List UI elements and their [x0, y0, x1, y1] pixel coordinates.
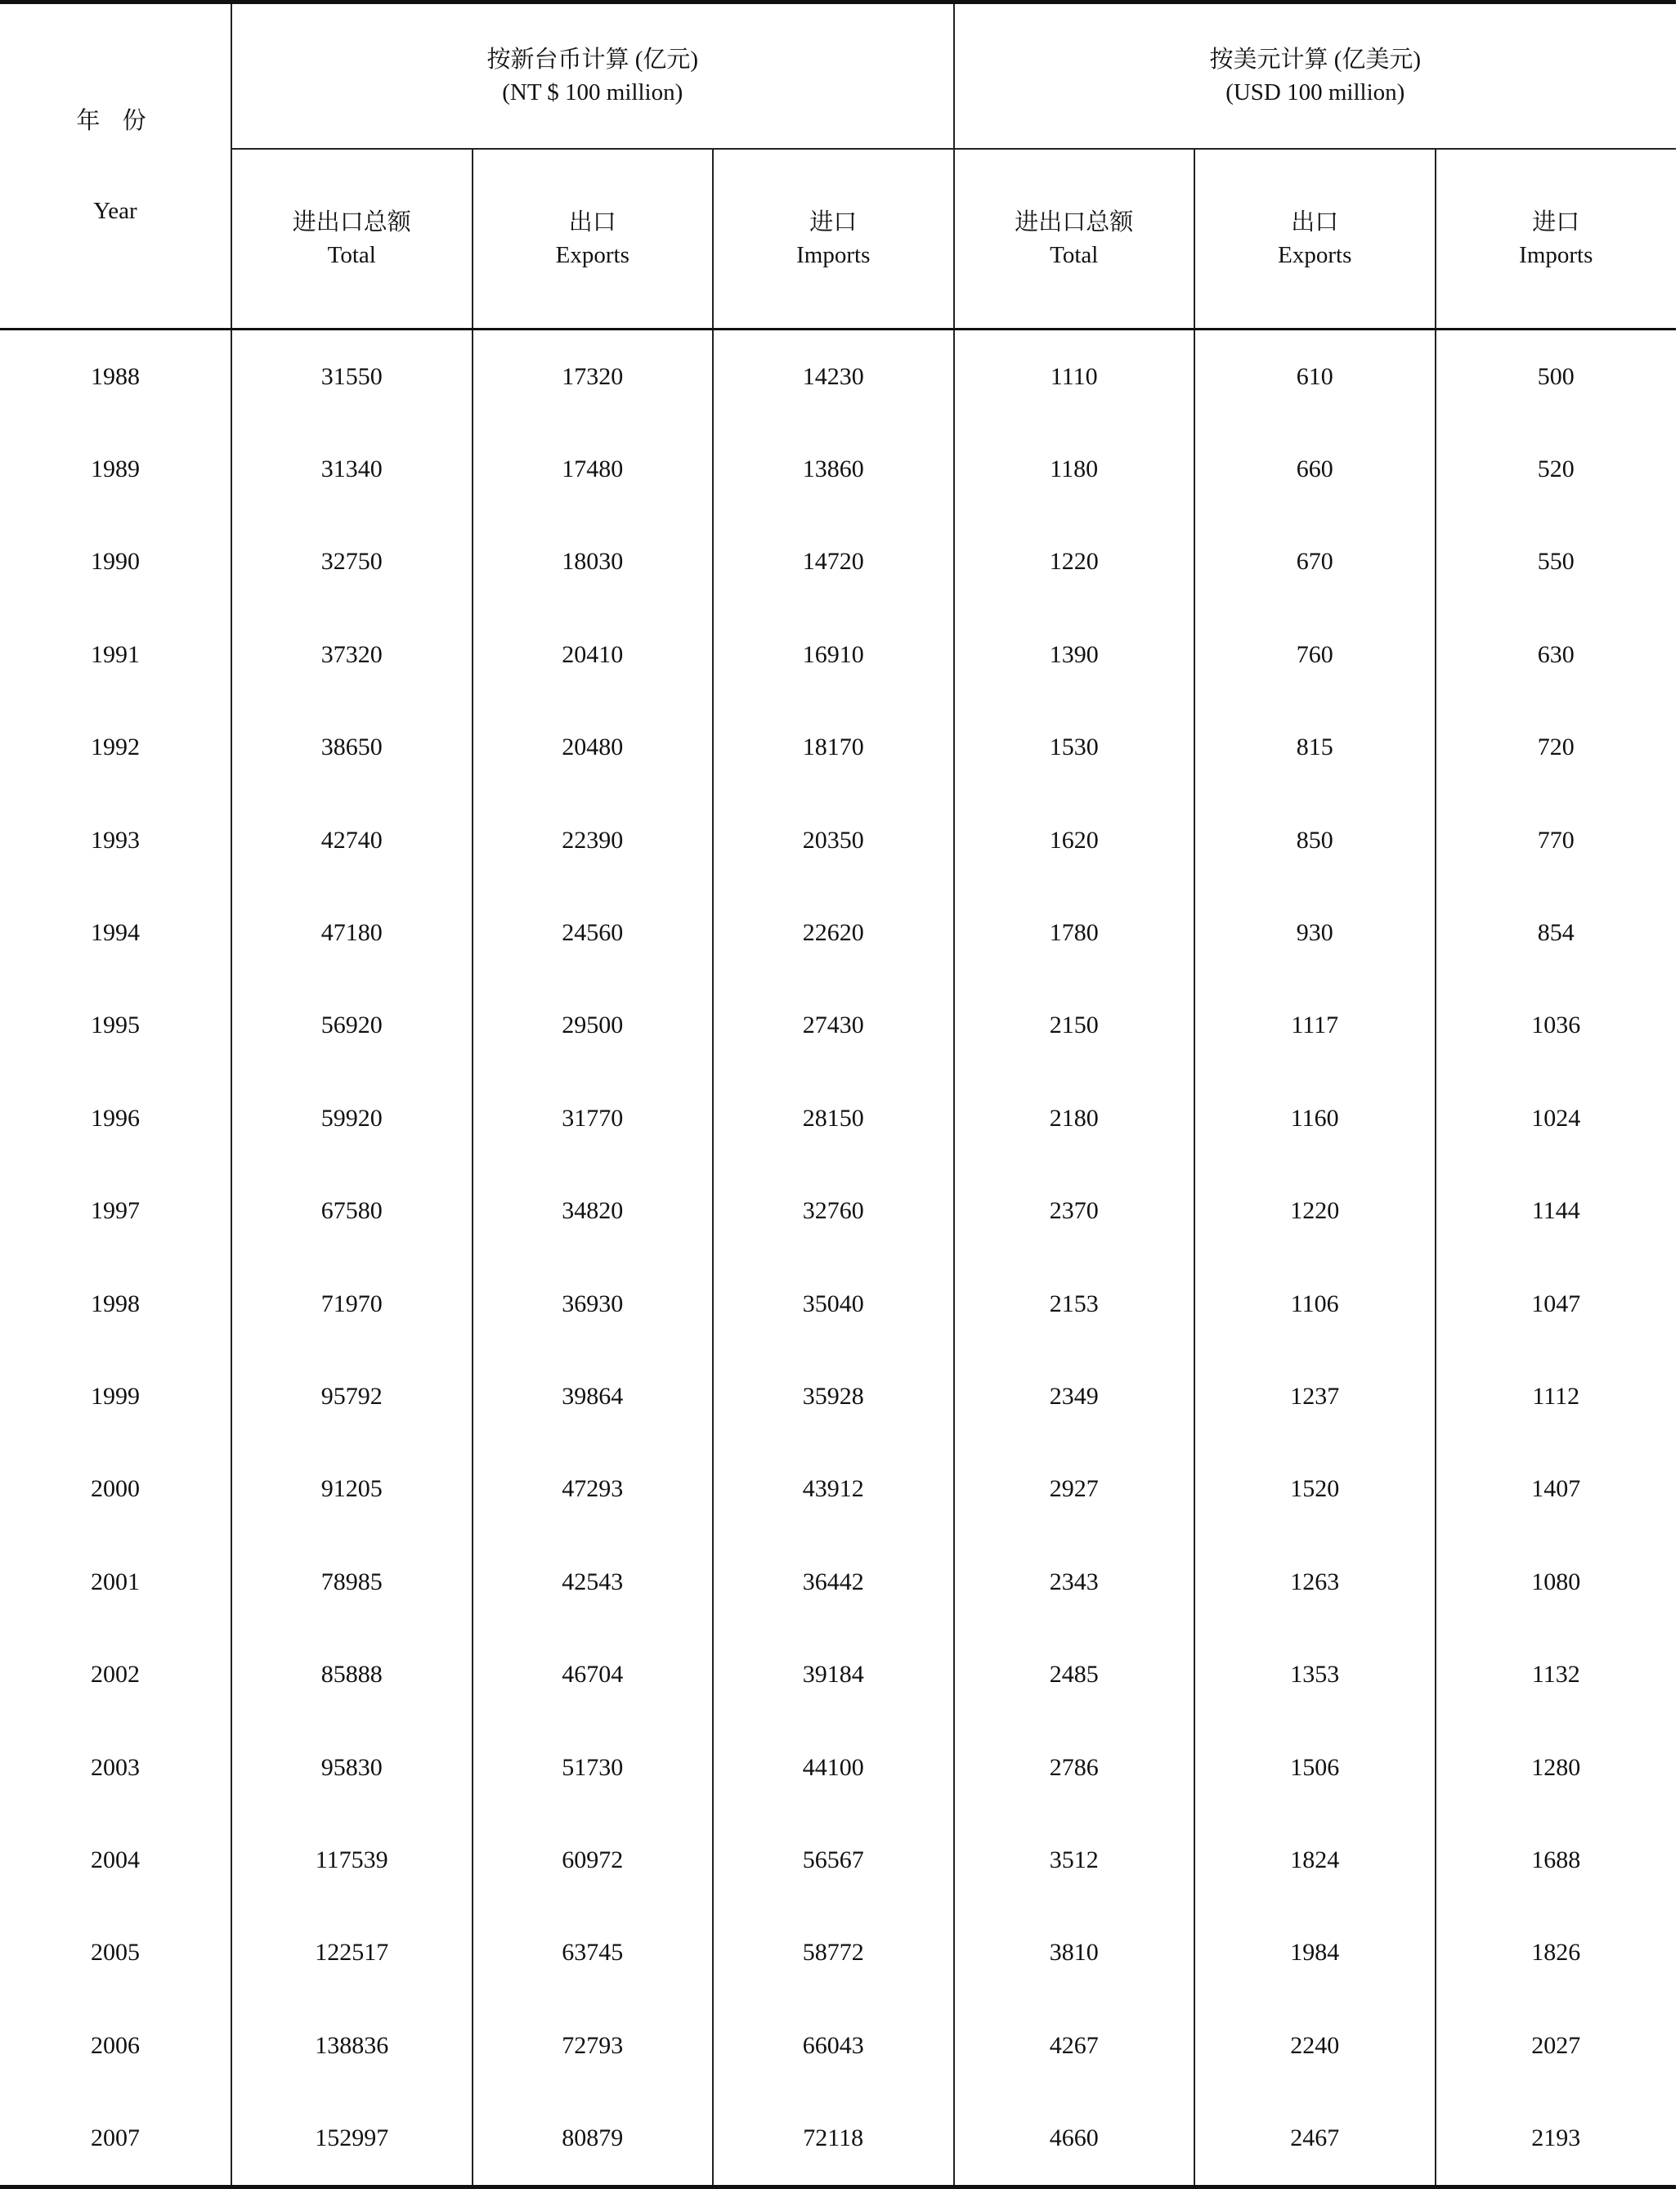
ntd-exports-cell: 60972	[473, 1814, 714, 1906]
year-cell: 2004	[0, 1814, 231, 1906]
table-row	[0, 330, 1676, 424]
ntd-imports-cell: 20350	[713, 794, 954, 886]
ntd-total-header	[231, 149, 473, 330]
ntd-exports-cell: 18030	[473, 516, 714, 608]
year-header-cn: 年 份	[76, 108, 155, 134]
usd-exports-header	[1194, 149, 1436, 330]
usd-exports-cell: 930	[1194, 886, 1436, 979]
usd-total-cell: 1110	[954, 330, 1195, 424]
ntd-total-cell: 95792	[231, 1350, 473, 1442]
year-cell: 1988	[0, 330, 231, 424]
ntd-exports-cell: 46704	[473, 1628, 714, 1720]
table-row	[0, 1536, 1676, 1628]
year-cell: 1994	[0, 886, 231, 979]
table-row	[0, 794, 1676, 886]
ntd-imports-cell: 16910	[713, 608, 954, 701]
subheader-en: Exports	[1278, 242, 1352, 268]
usd-imports-cell: 1826	[1531, 1939, 1581, 1967]
ntd-imports-cell: 72118	[713, 2092, 954, 2187]
ntd-total-cell: 59920	[231, 1072, 473, 1164]
year-cell: 1996	[0, 1072, 231, 1164]
usd-imports-cell: 1024	[1531, 1104, 1581, 1132]
usd-imports-cell: 2193	[1436, 2092, 1677, 2187]
ntd-exports-cell: 39864	[473, 1350, 714, 1442]
year-cell: 2002	[0, 1628, 231, 1720]
ntd-exports-cell: 20410	[473, 608, 714, 701]
usd-total-cell: 4660	[954, 2092, 1195, 2187]
subheader-cn: 出口	[1291, 209, 1339, 235]
year-cell: 2006	[0, 1999, 231, 2092]
table-body	[0, 330, 1676, 2187]
table-row	[0, 1721, 1676, 1814]
ntd-imports-cell: 14720	[713, 516, 954, 608]
subheader-cn: 进出口总额	[1015, 209, 1134, 235]
table-row	[0, 1907, 1676, 1999]
ntd-total-cell: 78985	[231, 1536, 473, 1628]
table-row	[0, 2092, 1676, 2187]
ntd-total-cell: 71970	[231, 1258, 473, 1350]
subheader-en: Exports	[555, 242, 629, 268]
ntd-exports-header	[473, 149, 714, 330]
usd-total-cell: 2786	[954, 1721, 1195, 1814]
usd-total-cell: 2150	[954, 980, 1195, 1072]
ntd-imports-cell: 13860	[713, 423, 954, 515]
ntd-total-cell: 47180	[231, 886, 473, 979]
usd-total-header	[954, 149, 1195, 330]
year-cell: 1991	[0, 608, 231, 701]
year-cell: 1999	[0, 1350, 231, 1442]
usd-exports-cell: 850	[1194, 794, 1436, 886]
year-cell: 1997	[0, 1165, 231, 1258]
ntd-imports-cell: 44100	[713, 1721, 954, 1814]
usd-imports-cell: 1080	[1531, 1568, 1581, 1595]
usd-group-title-cn: 按美元计算 (亿美元)	[1209, 47, 1422, 73]
ntd-exports-cell: 20480	[473, 702, 714, 794]
usd-total-cell: 1530	[954, 702, 1195, 794]
table-row	[0, 1350, 1676, 1442]
subheader-cn: 出口	[568, 209, 616, 235]
ntd-exports-cell: 31770	[473, 1072, 714, 1164]
usd-imports-cell: 1132	[1531, 1661, 1580, 1689]
usd-total-cell: 2343	[954, 1536, 1195, 1628]
ntd-exports-cell: 22390	[473, 794, 714, 886]
subheader-en: Total	[1050, 242, 1099, 268]
usd-exports-cell: 1237	[1194, 1350, 1436, 1442]
usd-total-cell: 1780	[954, 886, 1195, 979]
usd-exports-cell: 610	[1194, 330, 1436, 424]
subheader-cn: 进口	[1532, 209, 1580, 235]
usd-imports-cell: 1280	[1531, 1753, 1581, 1781]
ntd-total-cell: 117539	[231, 1814, 473, 1906]
usd-exports-cell: 1520	[1194, 1443, 1436, 1536]
usd-imports-cell: 2027	[1531, 2031, 1581, 2059]
year-cell: 2003	[0, 1721, 231, 1814]
ntd-exports-cell: 29500	[473, 980, 714, 1072]
usd-total-cell: 4267	[954, 1999, 1195, 2092]
ntd-imports-cell: 35928	[713, 1350, 954, 1442]
ntd-imports-cell: 39184	[713, 1628, 954, 1720]
usd-total-cell: 1620	[954, 794, 1195, 886]
usd-imports-cell: 1407	[1531, 1475, 1581, 1503]
ntd-exports-cell: 17480	[473, 423, 714, 515]
ntd-total-cell: 85888	[231, 1628, 473, 1720]
ntd-imports-cell: 43912	[713, 1443, 954, 1536]
ntd-exports-cell: 80879	[473, 2092, 714, 2187]
ntd-imports-header	[713, 149, 954, 330]
ntd-total-cell: 67580	[231, 1165, 473, 1258]
ntd-total-cell: 42740	[231, 794, 473, 886]
usd-total-cell: 2927	[954, 1443, 1195, 1536]
usd-imports-cell: 1112	[1532, 1382, 1580, 1410]
ntd-imports-cell: 27430	[713, 980, 954, 1072]
ntd-total-cell: 56920	[231, 980, 473, 1072]
table-row	[0, 1072, 1676, 1164]
usd-exports-cell: 2240	[1194, 1999, 1436, 2092]
usd-imports-cell: 550	[1537, 548, 1575, 576]
year-cell: 1993	[0, 794, 231, 886]
subheader-cn: 进出口总额	[292, 209, 411, 235]
ntd-imports-cell: 58772	[713, 1907, 954, 1999]
ntd-exports-cell: 34820	[473, 1165, 714, 1258]
usd-exports-cell: 1263	[1194, 1536, 1436, 1628]
ntd-group-title-en: (NT $ 100 million)	[502, 79, 683, 105]
ntd-exports-cell: 17320	[473, 330, 714, 424]
ntd-imports-cell: 28150	[713, 1072, 954, 1164]
usd-exports-cell: 1117	[1194, 980, 1436, 1072]
table-row	[0, 1258, 1676, 1350]
year-cell: 1998	[0, 1258, 231, 1350]
ntd-imports-cell: 18170	[713, 702, 954, 794]
usd-imports-cell: 520	[1537, 455, 1575, 483]
usd-imports-cell: 1047	[1531, 1290, 1581, 1317]
usd-total-cell: 1390	[954, 608, 1195, 701]
usd-exports-cell: 760	[1194, 608, 1436, 701]
table-row	[0, 1628, 1676, 1720]
usd-exports-cell: 1824	[1194, 1814, 1436, 1906]
ntd-total-cell: 38650	[231, 702, 473, 794]
year-cell: 2007	[0, 2092, 231, 2187]
table-row	[0, 886, 1676, 979]
ntd-exports-cell: 36930	[473, 1258, 714, 1350]
ntd-imports-cell: 32760	[713, 1165, 954, 1258]
ntd-exports-cell: 51730	[473, 1721, 714, 1814]
ntd-imports-cell: 56567	[713, 1814, 954, 1906]
usd-imports-cell: 500	[1537, 362, 1575, 390]
ntd-total-cell: 91205	[231, 1443, 473, 1536]
table-row	[0, 423, 1676, 515]
subheader-en: Imports	[1519, 242, 1593, 268]
ntd-total-cell: 31550	[231, 330, 473, 424]
usd-imports-cell: 720	[1537, 733, 1575, 761]
usd-exports-cell: 670	[1194, 516, 1436, 608]
usd-total-cell: 2349	[954, 1350, 1195, 1442]
ntd-total-cell: 37320	[231, 608, 473, 701]
table-row	[0, 516, 1676, 608]
year-header-en: Year	[93, 198, 137, 224]
ntd-imports-cell: 36442	[713, 1536, 954, 1628]
year-cell: 1989	[0, 423, 231, 515]
table-row	[0, 1999, 1676, 2092]
ntd-group-title-cn: 按新台币计算 (亿元)	[486, 47, 699, 73]
usd-exports-cell: 1106	[1194, 1258, 1436, 1350]
ntd-total-cell: 32750	[231, 516, 473, 608]
usd-total-cell: 2153	[954, 1258, 1195, 1350]
ntd-exports-cell: 47293	[473, 1443, 714, 1536]
table-row	[0, 980, 1676, 1072]
year-cell: 2000	[0, 1443, 231, 1536]
table-row	[0, 1443, 1676, 1536]
usd-total-cell: 3512	[954, 1814, 1195, 1906]
ntd-imports-cell: 14230	[713, 330, 954, 424]
year-cell: 1995	[0, 980, 231, 1072]
usd-exports-cell: 1353	[1194, 1628, 1436, 1720]
usd-group-title-en: (USD 100 million)	[1225, 79, 1405, 105]
table-row	[0, 608, 1676, 701]
usd-imports-cell: 770	[1537, 826, 1575, 854]
ntd-total-cell: 95830	[231, 1721, 473, 1814]
usd-imports-header	[1436, 149, 1677, 330]
subheader-en: Total	[327, 242, 376, 268]
ntd-group-header	[231, 2, 954, 150]
usd-exports-cell: 660	[1194, 423, 1436, 515]
usd-total-cell: 2180	[954, 1072, 1195, 1164]
table-row	[0, 1814, 1676, 1906]
ntd-total-cell: 122517	[231, 1907, 473, 1999]
usd-group-header	[954, 2, 1677, 150]
year-cell: 2005	[0, 1907, 231, 1999]
ntd-imports-cell: 35040	[713, 1258, 954, 1350]
table-header	[0, 2, 1676, 330]
usd-total-cell: 2370	[954, 1165, 1195, 1258]
ntd-imports-cell: 22620	[713, 886, 954, 979]
usd-exports-cell: 1984	[1194, 1907, 1436, 1999]
ntd-total-cell: 31340	[231, 423, 473, 515]
table-row	[0, 1165, 1676, 1258]
subheader-en: Imports	[796, 242, 871, 268]
usd-exports-cell: 2467	[1194, 2092, 1436, 2187]
subheader-cn: 进口	[809, 209, 858, 235]
ntd-total-cell: 152997	[231, 2092, 473, 2187]
year-cell: 2001	[0, 1536, 231, 1628]
ntd-exports-cell: 72793	[473, 1999, 714, 2092]
usd-total-cell: 1220	[954, 516, 1195, 608]
usd-imports-cell: 1144	[1531, 1197, 1580, 1225]
usd-total-cell: 2485	[954, 1628, 1195, 1720]
ntd-exports-cell: 63745	[473, 1907, 714, 1999]
year-cell: 1992	[0, 702, 231, 794]
ntd-imports-cell: 66043	[713, 1999, 954, 2092]
year-cell: 1990	[0, 516, 231, 608]
usd-exports-cell: 1220	[1194, 1165, 1436, 1258]
usd-total-cell: 1180	[954, 423, 1195, 515]
ntd-exports-cell: 42543	[473, 1536, 714, 1628]
year-column-header	[0, 2, 231, 330]
usd-exports-cell: 1160	[1194, 1072, 1436, 1164]
usd-imports-cell: 1688	[1531, 1846, 1581, 1873]
usd-imports-cell: 854	[1537, 919, 1575, 947]
ntd-total-cell: 138836	[231, 1999, 473, 2092]
table-row	[0, 702, 1676, 794]
usd-exports-cell: 1506	[1194, 1721, 1436, 1814]
ntd-exports-cell: 24560	[473, 886, 714, 979]
usd-imports-cell: 1036	[1531, 1012, 1581, 1039]
usd-imports-cell: 630	[1537, 640, 1575, 668]
usd-total-cell: 3810	[954, 1907, 1195, 1999]
usd-exports-cell: 815	[1194, 702, 1436, 794]
